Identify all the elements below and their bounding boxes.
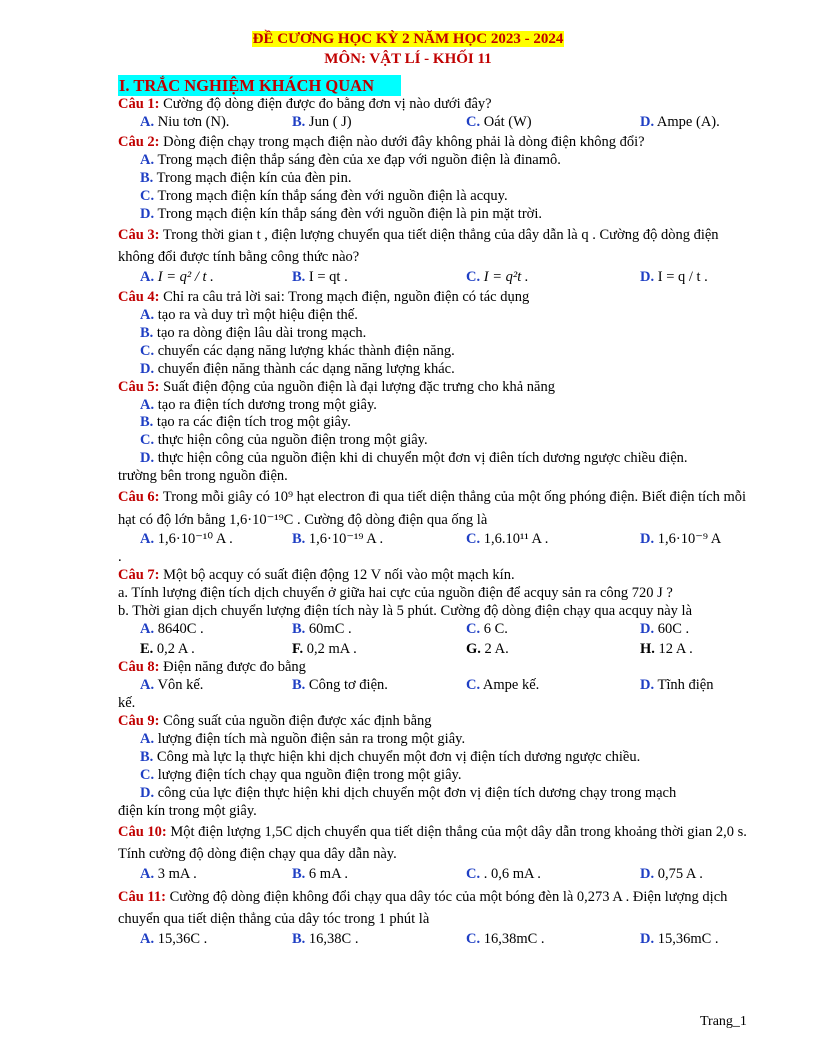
option-a: A. Trong mạch điện thắp sáng đèn của xe đạp với nguồn điện là đinamô. [140, 151, 561, 168]
option-b: B. Trong mạch điện kín của đèn pin. [140, 169, 352, 186]
sub-question-b: b. Thời gian dịch chuyển lượng điện tích này là 5 phút. Cường độ dòng điện chạy qua acquy này là [118, 603, 693, 620]
question-9: Câu 9: Công suất của nguồn điện được xác định bằng [118, 712, 432, 729]
question-3: Câu 3: Trong thời gian t , điện lượng chuyển qua tiết diện thẳng của dây dẫn là q . Cường độ dòng điện không đổi được tính bằng công thức nào? [118, 226, 719, 266]
options-row: A. Vôn kế. B. Công tơ điện. C. Ampe kế. D. Tĩnh điện [140, 677, 714, 694]
question-1: Câu 1: Cường độ dòng điện được đo bằng đơn vị nào dưới đây? [118, 96, 492, 112]
option-d: D. chuyển điện năng thành các dạng năng lượng khác. [140, 360, 455, 377]
question-5: Câu 5: Suất điện động của nguồn điện là đại lượng đặc trưng cho khả năng [118, 378, 555, 395]
option-a: A. tạo ra và duy trì một hiệu điện thế. [140, 306, 358, 323]
options-row: A. 3 mA . B. 6 mA . C. . 0,6 mA . D. 0,75 A . [140, 865, 703, 882]
document-title: ĐỀ CƯƠNG HỌC KỲ 2 NĂM HỌC 2023 - 2024 [252, 31, 564, 47]
page-number: Trang_1 [700, 1014, 747, 1029]
option-a: A. tạo ra điện tích dương trong một giây. [140, 396, 377, 413]
option-c: C. thực hiện công của nguồn điện trong một giây. [140, 432, 428, 449]
question-2: Câu 2: Dòng điện chạy trong mạch điện nào dưới đây không phải là dòng điện không đổi? [118, 133, 645, 150]
options-row: A. 8640C . B. 60mC . C. 6 C. D. 60C . [140, 621, 690, 638]
option-d: D. công của lực điện thực hiện khi dịch chuyển một đơn vị điện tích dương chạy trong mạch [140, 784, 677, 801]
question-7: Câu 7: Một bộ acquy có suất điện động 12 V nối vào một mạch kín. [118, 567, 515, 584]
options-row: E. 0,2 A . F. 0,2 mA . G. 2 A. H. 12 A . [140, 641, 693, 658]
section-heading: I. TRẮC NGHIỆM KHÁCH QUAN [118, 75, 401, 96]
question-continuation: kế. [118, 695, 136, 711]
question-11: Câu 11: Cường độ dòng điện không đổi chạy qua dây tóc của một bóng đèn là 0,273 A . Điện lượng dịch chuyển qua tiết diện thẳng của dây tóc trong 1 phút là [118, 888, 728, 928]
document-subtitle: MÔN: VẬT LÍ - KHỐI 11 [324, 51, 492, 67]
question-8: Câu 8: Điện năng được đo bằng [118, 659, 306, 676]
option-b: B. Công mà lực lạ thực hiện khi dịch chuyển một đơn vị điện tích dương ngược chiều. [140, 748, 641, 765]
question-list [118, 96, 758, 949]
sub-question-a: a. Tính lượng điện tích dịch chuyển ở giữa hai cực của nguồn điện để acquy sản ra công 720 J ? [118, 585, 673, 602]
question-continuation: điện kín trong một giây. [118, 802, 257, 819]
option-c: C. lượng điện tích chạy qua nguồn điện trong một giây. [140, 766, 462, 783]
question-continuation: trường bên trong nguồn điện. [118, 468, 288, 485]
option-b: B. tạo ra các điện tích trog một giây. [140, 414, 351, 431]
option-d: D. thực hiện công của nguồn điện khi di chuyển một đơn vị điên tích dương ngược chiều điện. [140, 450, 688, 467]
question-6: Câu 6: Trong mỗi giây có 10⁹ hạt electron đi qua tiết diện thẳng của một ống phóng điện. Biết điện tích mỗi hạt có độ lớn bằng 1,6·10⁻¹⁹C . Cường độ dòng điện qua ống là [118, 489, 747, 528]
option-b: B. tạo ra dòng điện lâu dài trong mạch. [140, 324, 367, 341]
option-c: C. Trong mạch điện kín thắp sáng đèn với nguồn điện là acquy. [140, 187, 508, 204]
option-c: C. chuyển các dạng năng lượng khác thành điện năng. [140, 342, 455, 359]
question-10: Câu 10: Một điện lượng 1,5C dịch chuyển qua tiết diện thẳng của một dây dẫn trong khoảng thời gian 2,0 s. Tính cường độ dòng điện chạy qua dây dẫn này. [118, 823, 747, 863]
option-a: A. lượng điện tích mà nguồn điện sản ra trong một giây. [140, 730, 466, 747]
options-row: A. 1,6·10⁻¹⁰ A . B. 1,6·10⁻¹⁹ A . C. 1,6.10¹¹ A . D. 1,6·10⁻⁹ A [140, 531, 722, 548]
question-continuation: . [118, 549, 122, 566]
options-row: A. Niu tơn (N). B. Jun ( J) C. Oát (W) D. Ampe (A). [140, 113, 720, 130]
question-4: Câu 4: Chỉ ra câu trả lời sai: Trong mạch điện, nguồn điện có tác dụng [118, 288, 530, 305]
options-row: A. I = q² / t . B. I = qt . C. I = q²t . D. I = q / t . [140, 268, 708, 285]
option-d: D. Trong mạch điện kín thắp sáng đèn với nguồn điện là pin mặt trời. [140, 205, 542, 222]
options-row: A. 15,36C . B. 16,38C . C. 16,38mC . D. 15,36mC . [140, 930, 719, 947]
